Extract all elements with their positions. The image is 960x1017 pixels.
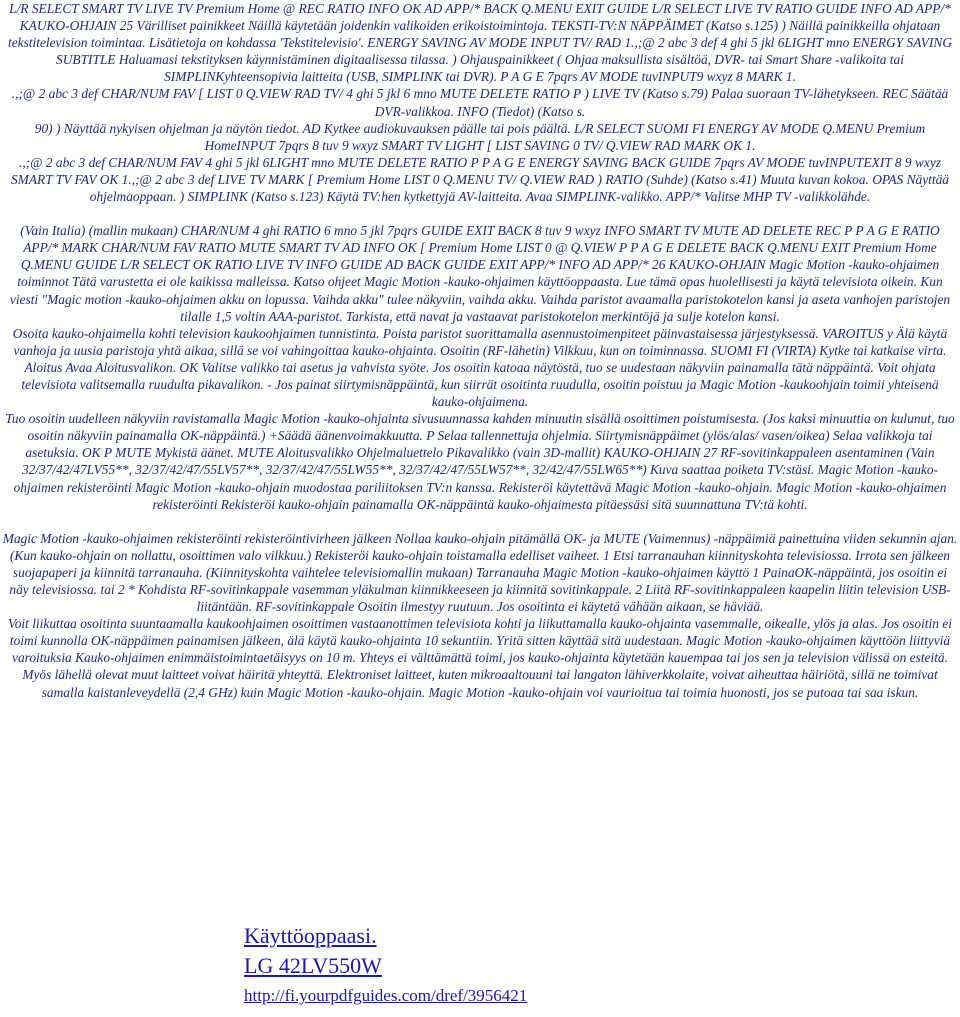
paragraph: Myös lähellä olevat muut laitteet voivat häiritä yhteyttä. Elektroniset laitteet, kuten mikroaaltouuni tai langaton lähiverkkolaite, voivat aiheuttaa häiriötä, sillä ne toimivat samalla kaistanleveydellä (2,4 GHz) kuin Magic Motion -kauko-ohjain. Magic Motion -kauko-ohjain voi vaurioitua tai toimia huonosti, jos se putoaa tai saa iskun. (22, 667, 938, 700)
manual-link[interactable]: Käyttöoppaasi. (244, 923, 377, 948)
paragraph: Osoita kauko-ohjaimella kohti television kaukoohjaimen tunnistinta. Poista paristot suorittamalla asennustoimenpiteet päinvastaisessa järjestyksessä. VAROITUS y Älä käytä vanhoja ja uusia paristoja yhtä aikaa, sillä se voi vahingoittaa kauko-ohjainta. Osoitin (RF-lähetin) Vilkkuu, kun on toiminnassa. SUOMI FI (VIRTA) Kytke tai katkaise virta. (12, 325, 948, 358)
spacer (2, 513, 958, 530)
paragraph: .,;@ 2 abc 3 def CHAR/NUM FAV [ LIST 0 Q.VIEW RAD TV/ 4 ghi 5 jkl 6 mno MUTE DELETE RATIO P ) LIVE TV (Katso s.79) Palaa suoraan TV-lähetykseen. REC Säätää DVR-valikkoa. INFO (Tiedot) (Katso s. (11, 86, 949, 119)
paragraph: Aloitus Avaa Aloitusvalikon. OK Valitse valikko tai asetus ja vahvista syöte. Jos osoitin katoaa näytöstä, tuo se uudestaan näkyviin painamalla tätä näppäintä. Voit ohjata televisiota valitsemalla ruudulta pikavalikon. - Jos painat siirtymisnäppäintä, kun siirrät osoitinta ruudulla, osoitin poistuu ja Magic Motion -kaukoohjain toimii yhteisenä kauko-ohjaimena. (21, 359, 939, 410)
text-block-bottom (2, 530, 958, 701)
text-block-top (2, 0, 958, 205)
paragraph: .,;@ 2 abc 3 def CHAR/NUM FAV 4 ghi 5 jkl 6LIGHT mno MUTE DELETE RATIO P P A G E ENERGY SAVING BACK GUIDE 7pqrs AV MODE tuvINPUTEXIT 8 9 wxyz SMART TV FAV OK 1.,;@ 2 abc 3 def LIVE TV MARK [ Premium Home LIST 0 Q.MENU TV/ Q.VIEW RAD ) RATIO (Suhde) (Katso s.41) Muuta kuvan kokoa. OPAS Näyttää ohjelmaoppaan. ) SIMPLINK (Katso s.123) Käytä TV:hen kytkettyjä AV-laitteita. Avaa SIMPLINK-valikko. APP/* Valitse MHP TV -valikkolähde. (10, 154, 949, 205)
source-url-link[interactable]: http://fi.yourpdfguides.com/dref/3956421 (244, 986, 528, 1005)
footer-links (244, 921, 664, 1008)
paragraph: Voit liikuttaa osoitinta suuntaamalla kaukoohjaimen osoittimen vastaanottimen televisiota kohti ja liikuttamalla kauko-ohjainta vasemmalle, oikealle, ylös ja alas. Jos osoitin ei toimi kunnolla OK-näppäimen painamisen jälkeen, älä käytä kauko-ohjainta 10 sekuntiin. Yritä sitten käyttää sitä uudestaan. Magic Motion -kauko-ohjaimen käyttöön liittyviä varoituksia Kauko-ohjaimen enimmäistoimintaetäisyys on 10 m. Yhteys ei välttämättä toimi, jos kauko-ohjainta käytetään kauempaa tai jos sen ja television välissä on esteitä. (8, 616, 952, 666)
model-link[interactable]: LG 42LV550W (244, 953, 382, 978)
paragraph: L/R SELECT SMART TV LIVE TV Premium Home @ REC RATIO INFO OK AD APP/* BACK Q.MENU EXIT GUIDE L/R SELECT LIVE TV RATIO GUIDE INFO AD APP/* KAUKO-OHJAIN 25 Värilliset painikkeet Näillä käytetään joidenkin valikoiden erikoistoimintoja. TEKSTI-TV:N NÄPPÄIMET (Katso s.125) ) Näillä painikkeilla ohjataan tekstitelevision toimintaa. Lisätietoja on kohdassa 'Tekstitelevisio'. ENERGY SAVING AV MODE INPUT TV/ RAD 1.,;@ 2 abc 3 def 4 ghi 5 jkl 6LIGHT mno ENERGY SAVING SUBTITLE Haluamasi tekstityksen käynnistäminen digitaalisessa tilassa. ) Ohjauspainikkeet ( Ohjaa maksullista sisältöä, DVR- tai Smart Share -valikoita tai SIMPLINKyhteensopivia laitteita (USB, SIMPLINK tai DVR). P A G E 7pqrs AV MODE tuvINPUT9 wxyz 8 MARK 1. (7, 1, 953, 85)
paragraph: Magic Motion -kauko-ohjaimen rekisteröinti rekisteröintivirheen jälkeen Nollaa kauko-ohjain pitämällä OK- ja MUTE (Vaimennus) -näppäimiä painettuina viiden sekunnin ajan. (Kun kauko-ohjain on nollattu, osoittimen valo vilkkuu.) Rekisteröi kauko-ohjain toistamalla edelliset vaiheet. 1 Etsi tarranauhan kiinnityskohta televisiossa. Irrota sen jälkeen suojapaperi ja kiinnitä tarranauha. (Kiinnityskohta vaihtelee televisiomallin mukaan) Tarranauha Magic Motion -kauko-ohjaimen käyttö 1 PainaOK-näppäintä, jos osoitin ei näy televisiossa. tai 2 * Kohdista RF-sovitinkappale vasemman yläkulman kiinnikkeeseen ja kiinnitä sovitinkappale. 2 Liitä RF-sovitinkappaleen kaapelin liitin television USB-liitäntään. RF-sovitinkappale Osoitin ilmestyy ruutuun. Jos osoitinta ei käytetä vähään aikaan, se häviää. (2, 530, 958, 615)
paragraph: 90) ) Näyttää nykyisen ohjelman ja näytön tiedot. AD Kytkee audiokuvauksen päälle tai pois päältä. L/R SELECT SUOMI FI ENERGY AV MODE Q.MENU Premium HomeINPUT 7pqrs 8 tuv 9 wxyz SMART TV LIGHT [ LIST SAVING 0 TV/ Q.VIEW RAD MARK OK 1. (34, 120, 926, 153)
paragraph: Tuo osoitin uudelleen näkyviin ravistamalla Magic Motion -kauko-ohjainta sivusuunnassa kahden minuutin sisällä osoittimen poistumisesta. (Jos kaksi minuuttia on kulunut, tuo osoitin näkyviin painamalla OK-näppäintä.) +Säädä äänenvoimakkuutta. P Selaa tallennettuja ohjelmia. Siirtymisnäppäimet (ylös/alas/ vasen/oikea) Selaa valikkoja tai asetuksia. OK P MUTE Mykistä äänet. MUTE Aloitusvalikko Ohjelmaluettelo Pikavalikko (vain 3D-mallit) KAUKO-OHJAIN 27 RF-sovitinkappaleen asentaminen (Vain 32/37/42/47LV55**, 32/37/42/47/55LV57**, 32/37/42/47/55LW55**, 32/37/42/47/55LW57**, 32/42/47/55LW65**) Kuva saattaa poiketa TV:stäsi. Magic Motion -kauko-ohjaimen rekisteröinti Magic Motion -kauko-ohjain muodostaa pariliitoksen TV:n kanssa. Rekisteröi käytettävä Magic Motion -kauko-ohjain. Magic Motion -kauko-ohjaimen rekisteröinti Rekisteröi kauko-ohjain painamalla OK-näppäintä kauko-ohjaimesta pitäessäsi sitä suunnattuna TV:tä kohti. (5, 411, 955, 512)
paragraph: (Vain Italia) (mallin mukaan) CHAR/NUM 4 ghi RATIO 6 mno 5 jkl 7pqrs GUIDE EXIT BACK 8 tuv 9 wxyz INFO SMART TV MUTE AD DELETE REC P P A G E RATIO APP/* MARK CHAR/NUM FAV RATIO MUTE SMART TV AD INFO OK [ Premium Home LIST 0 @ Q.VIEW P P A G E DELETE BACK Q.MENU EXIT Premium Home Q.MENU GUIDE L/R SELECT OK RATIO LIVE TV INFO GUIDE AD BACK GUIDE EXIT APP/* INFO AD APP/* 26 KAUKO-OHJAIN Magic Motion -kauko-ohjaimen toiminnot Tätä varustetta ei ole kaikissa malleissa. Katso ohjeet Magic Motion -kauko-ohjaimen käyttöoppaasta. Lue tämä opas huolellisesti ja käytä televisiota oikein. Kun viesti "Magic motion -kauko-ohjaimen akku on lopussa. Vaihda akku" tulee näkyviin, vaihda akku. Vaihda paristot avaamalla paristokotelon kansi ja aseta vanhojen paristojen tilalle 1,5 voltin AAA-paristot. Tarkista, että navat ja vastaavat paristokotelon merkintöjä ja sulje kotelon kansi. (9, 223, 951, 324)
spacer (2, 205, 958, 222)
text-block-mid (2, 222, 958, 513)
